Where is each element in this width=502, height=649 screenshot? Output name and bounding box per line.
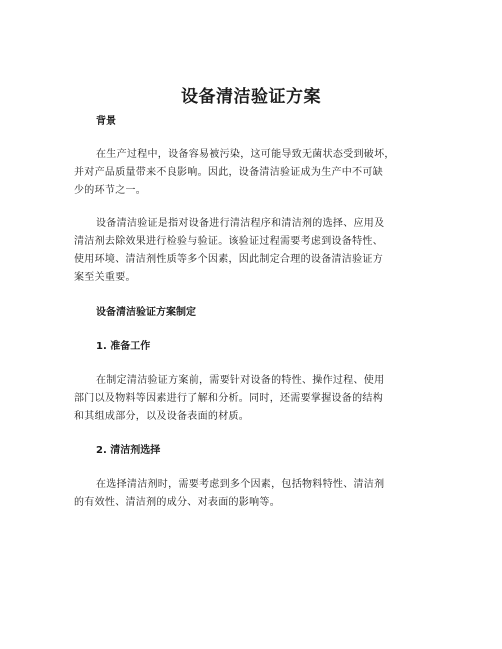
paragraph-line: 在制定清洁验证方案前，需要针对设备的特性、操作过程、使用 — [96, 375, 385, 386]
paragraph-line: 在生产过程中，设备容易被污染，这可能导致无菌状态受到破坏， — [96, 149, 395, 160]
paragraph-line: 清洁剂去除效果进行检验与验证。该验证过程需要考虑到设备特性、 — [74, 236, 383, 247]
paragraph-line: 在选择清洁剂时，需要考虑到多个因素，包括物料特性、清洁剂 — [96, 479, 385, 490]
paragraph-line: 案至关重要。 — [74, 272, 136, 283]
paragraph-line: 使用环境、清洁剂性质等多个因素，因此制定合理的设备清洁验证方 — [74, 254, 383, 265]
paragraph-line: 和其组成部分，以及设备表面的材质。 — [74, 411, 250, 422]
section-heading-plan: 设备清洁验证方案制定 — [96, 307, 196, 318]
section-heading-cleaner-selection: 2. 清洁剂选择 — [96, 445, 161, 456]
paragraph-line: 少的环节之一。 — [74, 185, 147, 196]
paragraph-line: 部门以及物料等因素进行了解和分析。同时，还需要掌握设备的结构 — [74, 393, 383, 404]
paragraph-line: 设备清洁验证是指对设备进行清洁程序和清洁剂的选择、应用及 — [96, 218, 385, 229]
document-title: 设备清洁验证方案 — [181, 87, 321, 107]
section-heading-background: 背景 — [96, 116, 116, 127]
section-heading-preparation: 1. 准备工作 — [96, 341, 151, 352]
paragraph-line: 并对产品质量带来不良影响。因此，设备清洁验证成为生产中不可缺 — [74, 167, 383, 178]
paragraph-line: 的有效性、清洁剂的成分、对表面的影响等。 — [74, 497, 280, 508]
